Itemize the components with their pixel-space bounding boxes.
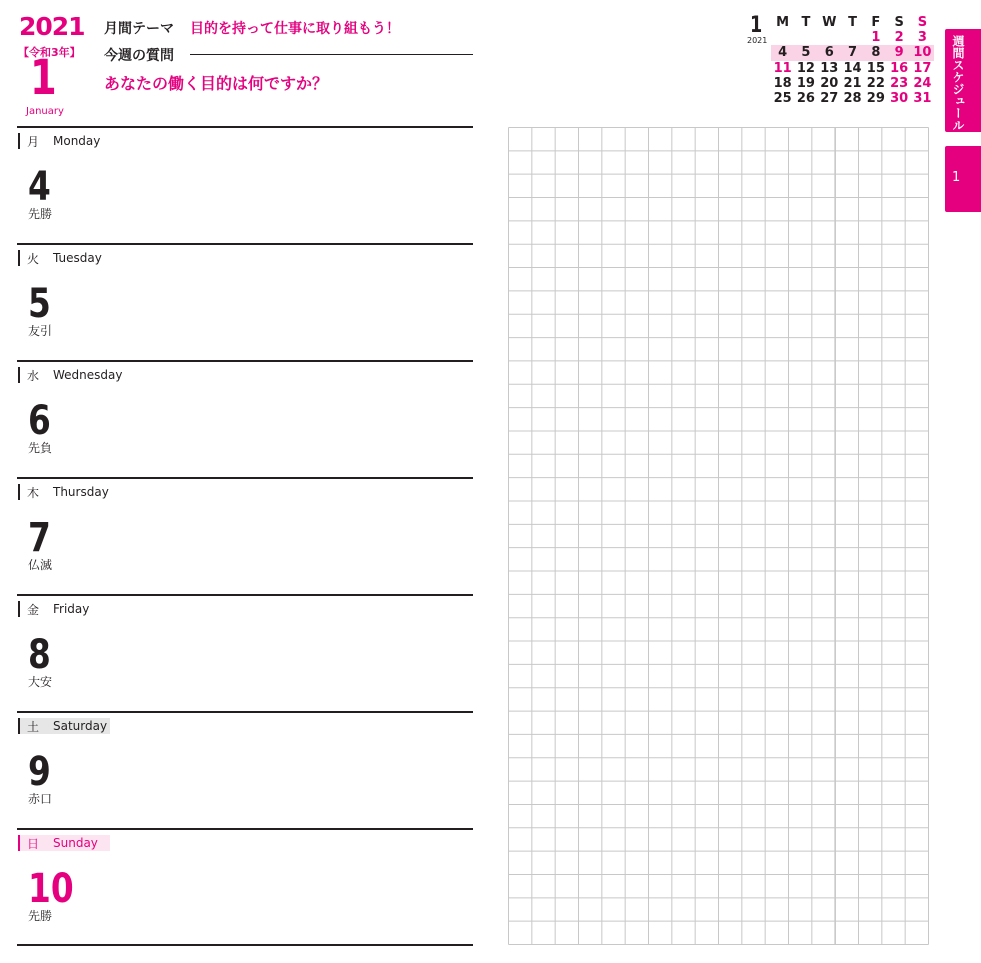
- day-header-sunday: [18, 835, 110, 851]
- weekday-jp: 土: [27, 719, 40, 734]
- mini-calendar-year: 2021: [747, 36, 768, 45]
- monthly-theme-label: 月間テーマ: [104, 21, 174, 37]
- mini-calendar-day: 7: [848, 45, 858, 61]
- day-date: 10: [28, 866, 74, 912]
- mini-calendar-day: [771, 30, 794, 45]
- mini-calendar-day: 1: [871, 30, 881, 46]
- mini-calendar-day: 16: [890, 60, 909, 76]
- mini-calendar-day: 30: [890, 90, 909, 106]
- mini-calendar-day: 14: [843, 60, 862, 76]
- mini-calendar-weekday: S: [917, 15, 928, 30]
- day-header-tuesday: [18, 250, 102, 266]
- day-header-wednesday: [18, 367, 122, 383]
- mini-calendar-weekday: S: [894, 15, 904, 30]
- weekday-en: Thursday: [53, 485, 109, 499]
- mini-calendar-day: 28: [843, 90, 862, 106]
- mini-calendar-day: 18: [773, 75, 792, 91]
- day-divider: [17, 944, 473, 946]
- mini-calendar-day: 13: [820, 60, 839, 76]
- weekday-en: Saturday: [53, 719, 108, 733]
- day-date: 8: [28, 632, 51, 678]
- weekday-jp: 木: [27, 485, 40, 500]
- mini-calendar-day: 26: [796, 90, 815, 106]
- rokuyo: 先勝: [28, 207, 53, 221]
- mini-calendar-day: 22: [866, 75, 885, 91]
- rokuyo: 大安: [28, 675, 53, 689]
- question-underline: [190, 54, 473, 55]
- mini-calendar-day: 8: [871, 45, 881, 61]
- weekday-en: Wednesday: [53, 368, 123, 382]
- weekly-question-label: 今週の質問: [104, 48, 174, 64]
- mini-calendar-day: 24: [913, 75, 932, 91]
- tab-month-label: 1: [952, 170, 961, 185]
- era-label: 【令和3年】: [18, 46, 81, 59]
- mini-calendar-day: 5: [801, 45, 811, 61]
- mini-calendar-week: [771, 61, 934, 76]
- mini-calendar-day: 2: [894, 30, 904, 46]
- rokuyo: 友引: [28, 324, 53, 338]
- mini-calendar: [771, 15, 934, 106]
- mini-calendar-day: 12: [796, 60, 815, 76]
- monthly-theme-text: 目的を持って仕事に取り組もう！: [190, 21, 400, 37]
- mini-calendar-day: 11: [773, 60, 792, 76]
- mini-calendar-day: 10: [913, 45, 932, 61]
- day-divider: [17, 126, 473, 128]
- mini-calendar-day: [794, 30, 817, 45]
- day-divider: [17, 828, 473, 830]
- mini-calendar-week: [771, 45, 934, 60]
- mini-calendar-weekday: T: [801, 15, 811, 30]
- day-date: 5: [28, 281, 51, 327]
- note-grid: [508, 127, 929, 945]
- weekday-jp: 火: [27, 251, 40, 266]
- mini-calendar-weekday: W: [822, 15, 837, 30]
- weekday-jp: 日: [27, 836, 40, 851]
- mini-calendar-day: 27: [820, 90, 839, 106]
- day-header-friday: [18, 601, 89, 617]
- weekly-question-text: あなたの働く目的は何ですか？: [104, 74, 329, 93]
- day-divider: [17, 594, 473, 596]
- day-header-saturday: [18, 718, 110, 734]
- mini-calendar-day: 25: [773, 90, 792, 106]
- weekday-en: Friday: [53, 602, 90, 616]
- rokuyo: 仏滅: [28, 558, 53, 572]
- day-header-thursday: [18, 484, 109, 500]
- mini-calendar-day: 20: [820, 75, 839, 91]
- day-date: 6: [28, 398, 51, 444]
- day-date: 7: [28, 515, 51, 561]
- mini-calendar-week: [771, 76, 934, 91]
- weekday-en: Tuesday: [53, 251, 102, 265]
- rokuyo: 先勝: [28, 909, 53, 923]
- day-divider: [17, 243, 473, 245]
- weekday-en: Monday: [53, 134, 101, 148]
- tab-weekly-schedule[interactable]: [945, 29, 981, 132]
- mini-calendar-day: 31: [913, 90, 932, 106]
- mini-calendar-day: 3: [917, 30, 927, 46]
- mini-calendar-day: 9: [894, 45, 904, 61]
- weekday-jp: 月: [27, 134, 40, 149]
- day-divider: [17, 711, 473, 713]
- weekday-jp: 水: [27, 368, 40, 383]
- mini-calendar-day: 19: [796, 75, 815, 91]
- mini-calendar-day: [841, 30, 864, 45]
- mini-calendar-weekday: T: [848, 15, 857, 30]
- mini-calendar-week: [771, 30, 934, 45]
- rokuyo: 赤口: [28, 792, 53, 806]
- day-date: 9: [28, 749, 51, 795]
- month-number: 1: [30, 50, 57, 106]
- month-name: January: [26, 106, 64, 117]
- mini-calendar-day: 4: [778, 45, 788, 61]
- tab-weekly-label: 週間スケジュール: [951, 35, 965, 131]
- rokuyo: 先負: [28, 441, 53, 455]
- mini-calendar-day: 15: [866, 60, 885, 76]
- mini-calendar-day: 29: [866, 90, 885, 106]
- day-divider: [17, 360, 473, 362]
- weekday-jp: 金: [27, 602, 40, 617]
- mini-calendar-day: 21: [843, 75, 862, 91]
- day-date: 4: [28, 164, 51, 210]
- mini-calendar-day: 17: [913, 60, 932, 76]
- mini-calendar-day: [818, 30, 841, 45]
- tab-month-1[interactable]: [945, 146, 981, 212]
- mini-calendar-month: 1: [750, 13, 763, 38]
- mini-calendar-weekday-row: [771, 15, 934, 30]
- day-divider: [17, 477, 473, 479]
- weekday-en: Sunday: [53, 836, 98, 850]
- day-header-monday: [18, 133, 100, 149]
- mini-calendar-day: 23: [890, 75, 909, 91]
- year: 2021: [19, 12, 85, 41]
- mini-calendar-day: 6: [824, 45, 834, 61]
- mini-calendar-week: [771, 91, 934, 106]
- mini-calendar-weekday: M: [776, 15, 790, 30]
- mini-calendar-weekday: F: [871, 15, 881, 30]
